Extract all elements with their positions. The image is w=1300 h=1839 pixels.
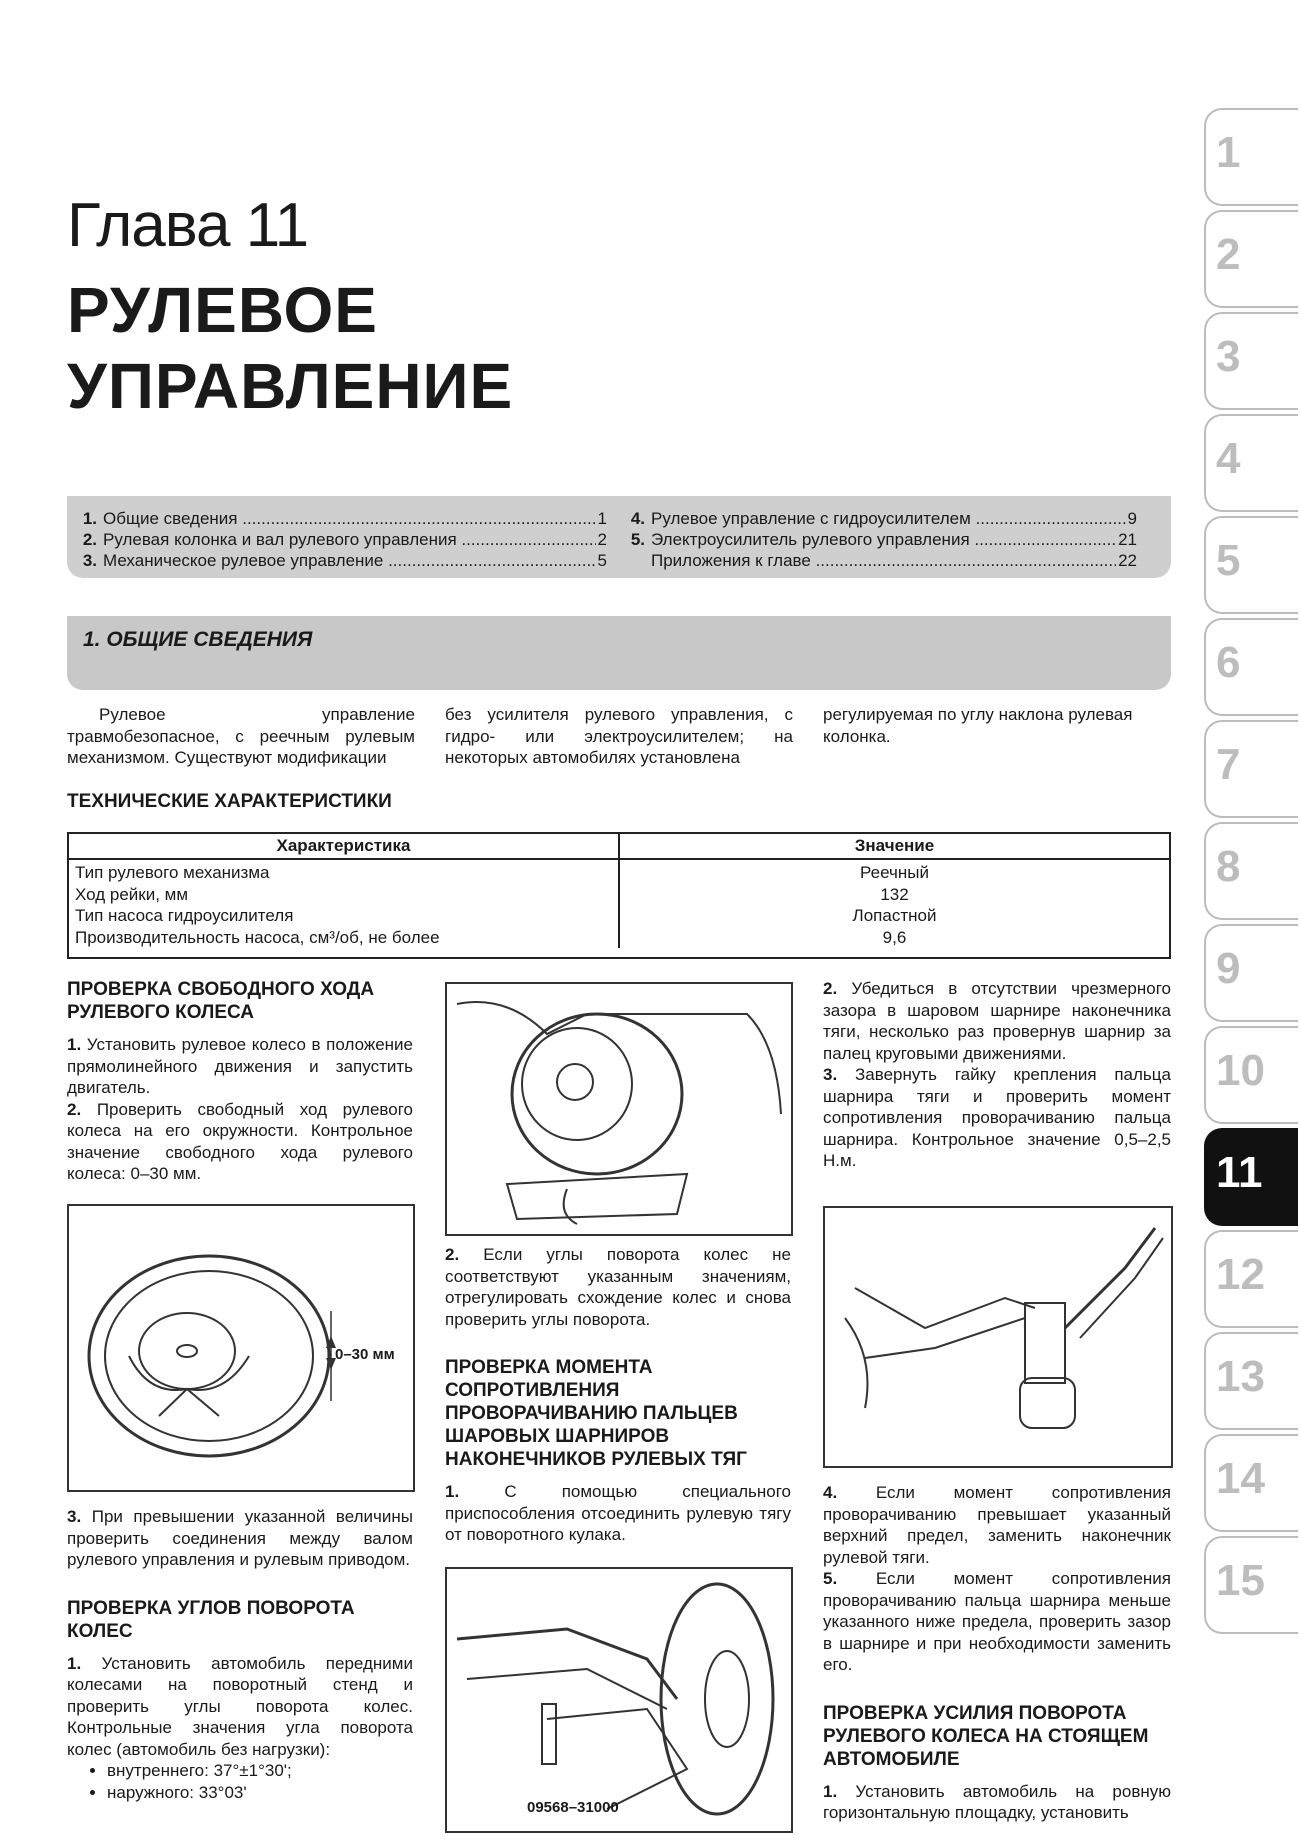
- toc-entry[interactable]: 2. Рулевая колонка и вал рулевого управления ..... 2: [71, 529, 607, 550]
- chapter-tab-14[interactable]: 14: [1204, 1434, 1298, 1532]
- figure-steering-wheel: [67, 1204, 415, 1492]
- chapter-tab-7[interactable]: 7: [1204, 720, 1298, 818]
- angle-values-list: [67, 1760, 413, 1803]
- intro-col3: регулируемая по углу наклона рулевая колонка.: [823, 705, 1133, 746]
- chapter-tab-5[interactable]: 5: [1204, 516, 1298, 614]
- figure-wheel-turntable: [445, 982, 793, 1236]
- column-1-lower: [67, 1506, 413, 1803]
- toc-entry[interactable]: 4. Рулевое управление с гидроусилителем ..... 9: [619, 508, 1137, 529]
- chapter-title-line1: РУЛЕВОЕ: [67, 274, 378, 346]
- section-heading-band: [67, 616, 1171, 690]
- torque-wrench-illustration: [825, 1208, 1171, 1466]
- specs-table-frame: [67, 832, 1171, 959]
- step-1: 1. Установить рулевое колесо в положение прямолинейного движения и запустить двигатель.: [67, 1035, 414, 1097]
- step-3-col3: 3. Завернуть гайку крепления пальца шарнира тяги и проверить момент сопротивления проворачиванию пальца шарнира. Контрольное значение 0,5–2,5 Н.м.: [823, 1065, 1171, 1170]
- heading-ball-joint-torque: ПРОВЕРКА МОМЕНТА СОПРОТИВЛЕНИЯ ПРОВОРАЧИВАНИЮ ПАЛЬЦЕВ ШАРОВЫХ ШАРНИРОВ НАКОНЕЧНИКОВ РУЛЕВЫХ ТЯГ: [445, 1357, 747, 1470]
- figure-ball-joint-puller: [445, 1567, 793, 1833]
- column-3: [823, 978, 1171, 1172]
- chapter-tab-2[interactable]: 2: [1204, 210, 1298, 308]
- chapter-tab-8[interactable]: 8: [1204, 822, 1298, 920]
- specs-heading: ТЕХНИЧЕСКИЕ ХАРАКТЕРИСТИКИ: [67, 791, 392, 812]
- section-title: 1. ОБЩИЕ СВЕДЕНИЯ: [83, 628, 313, 651]
- chapter-title-line2: УПРАВЛЕНИЕ: [67, 350, 514, 422]
- step-4-col3: 4. Если момент сопротивления проворачиванию превышает указанный верхний предел, заменить наконечник рулевой тяги.: [823, 1483, 1171, 1567]
- column-2: [445, 1244, 791, 1546]
- specs-table: [69, 834, 1169, 948]
- wheel-on-turntable-illustration: [447, 984, 791, 1234]
- free-play-label: 0–30 мм: [335, 1346, 395, 1363]
- tool-code-label: 09568–31000: [527, 1799, 619, 1816]
- toc-right-column: [619, 508, 1137, 571]
- toc-entry[interactable]: 1. Общие сведения ..... 1: [71, 508, 607, 529]
- step-1-col2: 1. С помощью специального приспособления отсоединить рулевую тягу от поворотного кулака.: [445, 1482, 791, 1544]
- chapter-tab-10[interactable]: 10: [1204, 1026, 1298, 1124]
- toc-entry[interactable]: 5. Электроусилитель рулевого управления ..... 21: [619, 529, 1137, 550]
- toc-entry[interactable]: 3. Механическое рулевое управление ..... 5: [71, 550, 607, 571]
- step-1-angles: 1. Установить автомобиль передними колесами на поворотный стенд и проверить углы поворота колес. Контрольные значения угла поворота колес (автомобиль без нагрузки):: [67, 1653, 413, 1759]
- col-header-value: Значение: [619, 834, 1169, 859]
- step-3: 3. При превышении указанной величины проверить соединения между валом рулевого управления и рулевым приводом.: [67, 1507, 413, 1569]
- chapter-tab-15[interactable]: 15: [1204, 1536, 1298, 1634]
- heading-wheel-angles: ПРОВЕРКА УГЛОВ ПОВОРОТА КОЛЕС: [67, 1597, 355, 1642]
- step-2-col3: 2. Убедиться в отсутствии чрезмерного зазора в шаровом шарнире наконечника тяги, несколько раз провернув шарнир за палец круговыми движениями.: [823, 979, 1171, 1063]
- chapter-tab-13[interactable]: 13: [1204, 1332, 1298, 1430]
- chapter-tab-6[interactable]: 6: [1204, 618, 1298, 716]
- table-of-contents: [67, 496, 1171, 578]
- table-row: Тип рулевого механизма Ход рейки, мм Тип насоса гидроусилителя Производительность насоса, см³/об, не более Реечный 132 Лопастной 9,6: [69, 859, 1169, 948]
- list-item: • внутреннего: 37°±1°30';: [107, 1760, 413, 1782]
- step-2: 2. Проверить свободный ход рулевого колеса на его окружности. Контрольное значение свободного хода рулевого колеса: 0–30 мм.: [67, 1099, 413, 1183]
- chapter-tab-11-active[interactable]: 11: [1204, 1128, 1298, 1226]
- toc-left-column: [71, 508, 607, 571]
- chapter-tab-4[interactable]: 4: [1204, 414, 1298, 512]
- chapter-tab-12[interactable]: 12: [1204, 1230, 1298, 1328]
- list-item: • наружного: 33°03': [107, 1782, 413, 1804]
- col-header-characteristic: Характеристика: [69, 834, 619, 859]
- intro-col2: без усилителя рулевого управления, с гидро- или электроусилителем; на некоторых автомобилях установлена: [445, 705, 793, 767]
- figure-torque-wrench: [823, 1206, 1173, 1468]
- step-2-col2: 2. Если углы поворота колес не соответствуют указанным значениям, отрегулировать схождение колес и снова проверить углы поворота.: [445, 1245, 791, 1329]
- step-5-col3: 5. Если момент сопротивления проворачиванию пальца шарнира меньше указанного ниже предела, проверить зазор в шарнире и при необходимости заменить его.: [823, 1569, 1171, 1674]
- toc-entry[interactable]: Приложения к главе ..... 22: [619, 550, 1137, 571]
- chapter-tab-9[interactable]: 9: [1204, 924, 1298, 1022]
- heading-free-play: ПРОВЕРКА СВОБОДНОГО ХОДА РУЛЕВОГО КОЛЕСА: [67, 979, 375, 1023]
- chapter-label: Глава 11: [67, 191, 309, 260]
- chapter-tab-3[interactable]: 3: [1204, 312, 1298, 410]
- step-1-col3: 1. Установить автомобиль на ровную горизонтальную площадку, установить: [823, 1781, 1171, 1822]
- intro-col1: Рулевое управление травмобезопасное, с реечным рулевым механизмом. Существуют модификации: [67, 705, 415, 767]
- chapter-tab-1[interactable]: 1: [1204, 108, 1298, 206]
- heading-steering-effort: ПРОВЕРКА УСИЛИЯ ПОВОРОТА РУЛЕВОГО КОЛЕСА НА СТОЯЩЕМ АВТОМОБИЛЕ: [823, 1702, 1149, 1770]
- column-1: [67, 978, 413, 1185]
- column-3-lower: [823, 1482, 1171, 1824]
- chapter-title: [67, 272, 513, 424]
- puller-tool-illustration: [447, 1569, 791, 1831]
